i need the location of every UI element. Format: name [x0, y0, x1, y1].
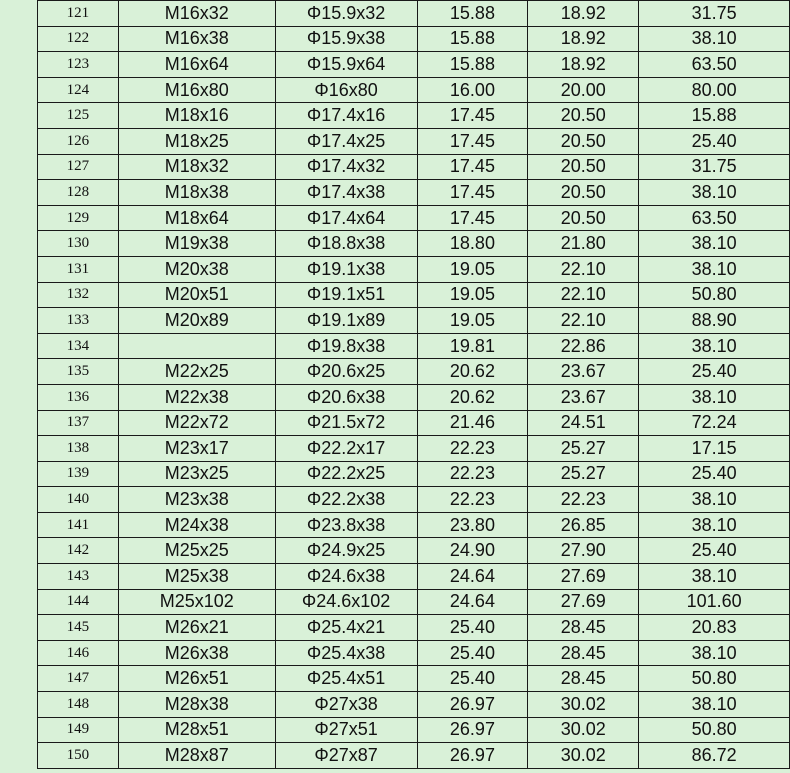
thread-size-cell[interactable]: M22x25 [118, 359, 275, 385]
table-row [38, 103, 790, 129]
outer-diameter-cell[interactable]: 20.00 [528, 77, 639, 103]
length-cell[interactable]: 20.83 [639, 615, 790, 641]
inner-diameter-cell[interactable]: 17.45 [417, 154, 528, 180]
thread-size-cell[interactable]: M23x25 [118, 461, 275, 487]
thread-size-cell[interactable]: M22x72 [118, 410, 275, 436]
table-row [38, 308, 790, 334]
table-row [38, 231, 790, 257]
row-number-cell[interactable]: 146 [38, 640, 119, 666]
thread-size-cell[interactable]: M20x89 [118, 308, 275, 334]
length-cell[interactable]: 31.75 [639, 154, 790, 180]
thread-size-cell[interactable]: M18x16 [118, 103, 275, 129]
length-cell[interactable]: 31.75 [639, 1, 790, 27]
inner-diameter-cell[interactable]: 26.97 [417, 717, 528, 743]
diameter-cell[interactable]: Φ19.1x89 [275, 308, 417, 334]
table-row [38, 461, 790, 487]
row-number-cell[interactable]: 145 [38, 615, 119, 641]
length-cell[interactable]: 80.00 [639, 77, 790, 103]
thread-size-cell[interactable]: M23x38 [118, 487, 275, 513]
diameter-cell[interactable]: Φ22.2x38 [275, 487, 417, 513]
thread-size-cell[interactable]: M18x25 [118, 128, 275, 154]
diameter-cell[interactable]: Φ19.8x38 [275, 333, 417, 359]
diameter-cell[interactable]: Φ15.9x32 [275, 1, 417, 27]
diameter-cell[interactable]: Φ22.2x25 [275, 461, 417, 487]
length-cell[interactable]: 86.72 [639, 743, 790, 769]
inner-diameter-cell[interactable]: 23.80 [417, 512, 528, 538]
inner-diameter-cell[interactable]: 19.05 [417, 308, 528, 334]
length-cell[interactable]: 50.80 [639, 717, 790, 743]
diameter-cell[interactable]: Φ17.4x32 [275, 154, 417, 180]
table-row [38, 692, 790, 718]
inner-diameter-cell[interactable]: 19.81 [417, 333, 528, 359]
table-row [38, 154, 790, 180]
inner-diameter-cell[interactable]: 25.40 [417, 666, 528, 692]
row-number-cell[interactable]: 144 [38, 589, 119, 615]
table-row [38, 487, 790, 513]
thread-size-cell[interactable]: M16x64 [118, 52, 275, 78]
inner-diameter-cell[interactable]: 15.88 [417, 52, 528, 78]
diameter-cell[interactable]: Φ23.8x38 [275, 512, 417, 538]
inner-diameter-cell[interactable]: 24.64 [417, 564, 528, 590]
length-cell[interactable]: 38.10 [639, 333, 790, 359]
diameter-cell[interactable]: Φ27x87 [275, 743, 417, 769]
length-cell[interactable]: 38.10 [639, 692, 790, 718]
thread-size-cell[interactable]: M19x38 [118, 231, 275, 257]
diameter-cell[interactable]: Φ24.6x38 [275, 564, 417, 590]
length-cell[interactable]: 17.15 [639, 436, 790, 462]
outer-diameter-cell[interactable]: 25.27 [528, 436, 639, 462]
diameter-cell[interactable]: Φ21.5x72 [275, 410, 417, 436]
outer-diameter-cell[interactable]: 25.27 [528, 461, 639, 487]
diameter-cell[interactable]: Φ16x80 [275, 77, 417, 103]
inner-diameter-cell[interactable]: 17.45 [417, 205, 528, 231]
row-number-cell[interactable]: 133 [38, 308, 119, 334]
row-number-cell[interactable]: 122 [38, 26, 119, 52]
row-number-cell[interactable]: 136 [38, 384, 119, 410]
specification-table [37, 0, 790, 769]
inner-diameter-cell[interactable]: 20.62 [417, 359, 528, 385]
row-number-cell[interactable]: 135 [38, 359, 119, 385]
inner-diameter-cell[interactable]: 22.23 [417, 436, 528, 462]
thread-size-cell[interactable]: M16x32 [118, 1, 275, 27]
diameter-cell[interactable]: Φ25.4x51 [275, 666, 417, 692]
inner-diameter-cell[interactable]: 19.05 [417, 256, 528, 282]
row-number-cell[interactable]: 131 [38, 256, 119, 282]
diameter-cell[interactable]: Φ17.4x64 [275, 205, 417, 231]
inner-diameter-cell[interactable]: 24.90 [417, 538, 528, 564]
inner-diameter-cell[interactable]: 15.88 [417, 1, 528, 27]
thread-size-cell[interactable]: M20x38 [118, 256, 275, 282]
outer-diameter-cell[interactable]: 30.02 [528, 743, 639, 769]
outer-diameter-cell[interactable]: 20.50 [528, 180, 639, 206]
row-number-cell[interactable]: 148 [38, 692, 119, 718]
outer-diameter-cell[interactable]: 22.23 [528, 487, 639, 513]
outer-diameter-cell[interactable]: 22.10 [528, 308, 639, 334]
length-cell[interactable]: 25.40 [639, 461, 790, 487]
length-cell[interactable]: 25.40 [639, 359, 790, 385]
outer-diameter-cell[interactable]: 27.69 [528, 564, 639, 590]
outer-diameter-cell[interactable]: 18.92 [528, 1, 639, 27]
table-row [38, 205, 790, 231]
thread-size-cell[interactable]: M23x17 [118, 436, 275, 462]
inner-diameter-cell[interactable]: 24.64 [417, 589, 528, 615]
table-row [38, 384, 790, 410]
diameter-cell[interactable]: Φ15.9x38 [275, 26, 417, 52]
thread-size-cell[interactable]: M18x38 [118, 180, 275, 206]
thread-size-cell[interactable]: M16x38 [118, 26, 275, 52]
table-row [38, 615, 790, 641]
inner-diameter-cell[interactable]: 15.88 [417, 26, 528, 52]
diameter-cell[interactable]: Φ22.2x17 [275, 436, 417, 462]
length-cell[interactable]: 38.10 [639, 180, 790, 206]
length-cell[interactable]: 38.10 [639, 564, 790, 590]
diameter-cell[interactable]: Φ25.4x21 [275, 615, 417, 641]
thread-size-cell[interactable] [118, 333, 275, 359]
outer-diameter-cell[interactable]: 28.45 [528, 640, 639, 666]
row-number-cell[interactable]: 127 [38, 154, 119, 180]
thread-size-cell[interactable]: M26x38 [118, 640, 275, 666]
thread-size-cell[interactable]: M26x21 [118, 615, 275, 641]
thread-size-cell[interactable]: M25x25 [118, 538, 275, 564]
inner-diameter-cell[interactable]: 16.00 [417, 77, 528, 103]
length-cell[interactable]: 38.10 [639, 512, 790, 538]
outer-diameter-cell[interactable]: 30.02 [528, 717, 639, 743]
row-number-cell[interactable]: 134 [38, 333, 119, 359]
table-row [38, 512, 790, 538]
length-cell[interactable]: 15.88 [639, 103, 790, 129]
diameter-cell[interactable]: Φ19.1x51 [275, 282, 417, 308]
table-row [38, 282, 790, 308]
outer-diameter-cell[interactable]: 18.92 [528, 52, 639, 78]
table-row [38, 743, 790, 769]
inner-diameter-cell[interactable]: 21.46 [417, 410, 528, 436]
inner-diameter-cell[interactable]: 18.80 [417, 231, 528, 257]
row-number-cell[interactable]: 137 [38, 410, 119, 436]
table-row [38, 180, 790, 206]
row-number-cell[interactable]: 132 [38, 282, 119, 308]
row-number-cell[interactable]: 149 [38, 717, 119, 743]
table-row [38, 128, 790, 154]
row-number-cell[interactable]: 140 [38, 487, 119, 513]
length-cell[interactable]: 101.60 [639, 589, 790, 615]
diameter-cell[interactable]: Φ19.1x38 [275, 256, 417, 282]
outer-diameter-cell[interactable]: 28.45 [528, 666, 639, 692]
row-number-cell[interactable]: 142 [38, 538, 119, 564]
table-body [38, 1, 790, 769]
diameter-cell[interactable]: Φ17.4x38 [275, 180, 417, 206]
outer-diameter-cell[interactable]: 21.80 [528, 231, 639, 257]
length-cell[interactable]: 25.40 [639, 538, 790, 564]
row-number-cell[interactable]: 150 [38, 743, 119, 769]
table-row [38, 26, 790, 52]
thread-size-cell[interactable]: M22x38 [118, 384, 275, 410]
outer-diameter-cell[interactable]: 18.92 [528, 26, 639, 52]
table-row [38, 52, 790, 78]
outer-diameter-cell[interactable]: 20.50 [528, 205, 639, 231]
inner-diameter-cell[interactable]: 22.23 [417, 487, 528, 513]
thread-size-cell[interactable]: M28x38 [118, 692, 275, 718]
diameter-cell[interactable]: Φ25.4x38 [275, 640, 417, 666]
diameter-cell[interactable]: Φ18.8x38 [275, 231, 417, 257]
table-row [38, 1, 790, 27]
thread-size-cell[interactable]: M18x64 [118, 205, 275, 231]
thread-size-cell[interactable]: M16x80 [118, 77, 275, 103]
thread-size-cell[interactable]: M28x51 [118, 717, 275, 743]
diameter-cell[interactable]: Φ17.4x16 [275, 103, 417, 129]
inner-diameter-cell[interactable]: 20.62 [417, 384, 528, 410]
thread-size-cell[interactable]: M20x51 [118, 282, 275, 308]
diameter-cell[interactable]: Φ17.4x25 [275, 128, 417, 154]
table-row [38, 640, 790, 666]
length-cell[interactable]: 72.24 [639, 410, 790, 436]
outer-diameter-cell[interactable]: 26.85 [528, 512, 639, 538]
length-cell[interactable]: 38.10 [639, 384, 790, 410]
table-row [38, 333, 790, 359]
row-number-cell[interactable]: 141 [38, 512, 119, 538]
thread-size-cell[interactable]: M24x38 [118, 512, 275, 538]
diameter-cell[interactable]: Φ27x38 [275, 692, 417, 718]
row-number-cell[interactable]: 139 [38, 461, 119, 487]
table-row [38, 359, 790, 385]
inner-diameter-cell[interactable]: 26.97 [417, 692, 528, 718]
table-row [38, 538, 790, 564]
length-cell[interactable]: 63.50 [639, 52, 790, 78]
outer-diameter-cell[interactable]: 22.10 [528, 282, 639, 308]
inner-diameter-cell[interactable]: 26.97 [417, 743, 528, 769]
outer-diameter-cell[interactable]: 20.50 [528, 128, 639, 154]
inner-diameter-cell[interactable]: 19.05 [417, 282, 528, 308]
thread-size-cell[interactable]: M26x51 [118, 666, 275, 692]
length-cell[interactable]: 63.50 [639, 205, 790, 231]
table-row [38, 717, 790, 743]
diameter-cell[interactable]: Φ24.9x25 [275, 538, 417, 564]
row-number-cell[interactable]: 124 [38, 77, 119, 103]
thread-size-cell[interactable]: M18x32 [118, 154, 275, 180]
length-cell[interactable]: 38.10 [639, 26, 790, 52]
outer-diameter-cell[interactable]: 20.50 [528, 103, 639, 129]
thread-size-cell[interactable]: M28x87 [118, 743, 275, 769]
outer-diameter-cell[interactable]: 23.67 [528, 384, 639, 410]
row-number-cell[interactable]: 130 [38, 231, 119, 257]
length-cell[interactable]: 88.90 [639, 308, 790, 334]
thread-size-cell[interactable]: M25x102 [118, 589, 275, 615]
thread-size-cell[interactable]: M25x38 [118, 564, 275, 590]
diameter-cell[interactable]: Φ20.6x25 [275, 359, 417, 385]
row-number-cell[interactable]: 123 [38, 52, 119, 78]
row-number-cell[interactable]: 128 [38, 180, 119, 206]
table-row [38, 564, 790, 590]
row-number-cell[interactable]: 126 [38, 128, 119, 154]
table-row [38, 436, 790, 462]
inner-diameter-cell[interactable]: 17.45 [417, 128, 528, 154]
outer-diameter-cell[interactable]: 27.69 [528, 589, 639, 615]
row-number-cell[interactable]: 125 [38, 103, 119, 129]
table-row [38, 589, 790, 615]
length-cell[interactable]: 38.10 [639, 256, 790, 282]
length-cell[interactable]: 50.80 [639, 666, 790, 692]
outer-diameter-cell[interactable]: 24.51 [528, 410, 639, 436]
row-number-cell[interactable]: 121 [38, 1, 119, 27]
outer-diameter-cell[interactable]: 23.67 [528, 359, 639, 385]
diameter-cell[interactable]: Φ27x51 [275, 717, 417, 743]
outer-diameter-cell[interactable]: 20.50 [528, 154, 639, 180]
diameter-cell[interactable]: Φ15.9x64 [275, 52, 417, 78]
table-row [38, 77, 790, 103]
inner-diameter-cell[interactable]: 17.45 [417, 103, 528, 129]
outer-diameter-cell[interactable]: 30.02 [528, 692, 639, 718]
outer-diameter-cell[interactable]: 22.86 [528, 333, 639, 359]
row-number-cell[interactable]: 147 [38, 666, 119, 692]
length-cell[interactable]: 38.10 [639, 231, 790, 257]
inner-diameter-cell[interactable]: 22.23 [417, 461, 528, 487]
inner-diameter-cell[interactable]: 25.40 [417, 615, 528, 641]
table-row [38, 410, 790, 436]
row-number-cell[interactable]: 143 [38, 564, 119, 590]
length-cell[interactable]: 50.80 [639, 282, 790, 308]
table-row [38, 256, 790, 282]
outer-diameter-cell[interactable]: 27.90 [528, 538, 639, 564]
inner-diameter-cell[interactable]: 25.40 [417, 640, 528, 666]
diameter-cell[interactable]: Φ24.6x102 [275, 589, 417, 615]
length-cell[interactable]: 38.10 [639, 487, 790, 513]
length-cell[interactable]: 38.10 [639, 640, 790, 666]
diameter-cell[interactable]: Φ20.6x38 [275, 384, 417, 410]
outer-diameter-cell[interactable]: 22.10 [528, 256, 639, 282]
inner-diameter-cell[interactable]: 17.45 [417, 180, 528, 206]
row-number-cell[interactable]: 138 [38, 436, 119, 462]
row-number-cell[interactable]: 129 [38, 205, 119, 231]
length-cell[interactable]: 25.40 [639, 128, 790, 154]
table-row [38, 666, 790, 692]
outer-diameter-cell[interactable]: 28.45 [528, 615, 639, 641]
